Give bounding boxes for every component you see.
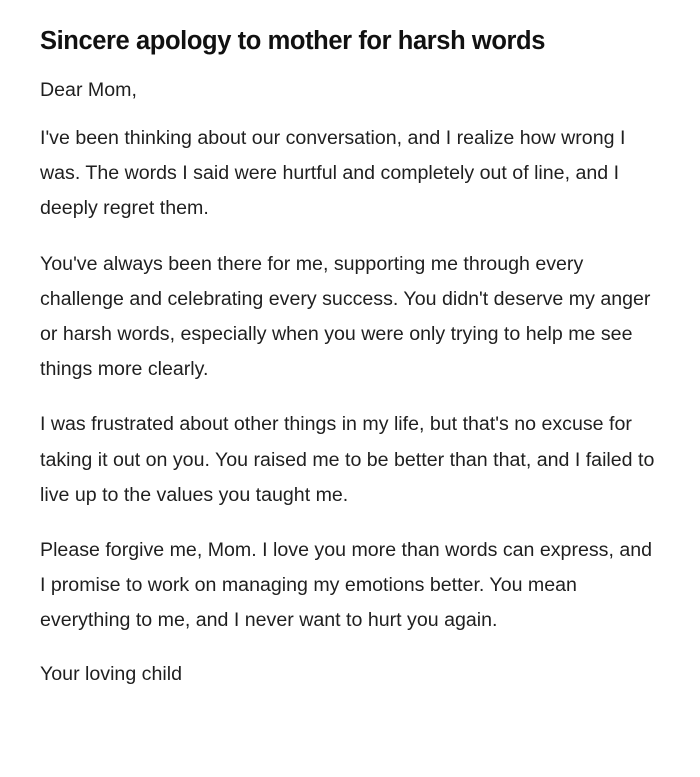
letter-greeting: Dear Mom, [40,79,137,101]
letter-title: Sincere apology to mother for harsh words [40,27,546,55]
letter-paragraph: I've been thinking about our conversation, and I realize how wrong I was. The words I said were hurtful and completely out of line, and I deeply regret them. [40,127,626,220]
letter-paragraph: Please forgive me, Mom. I love you more than words can express, and I promise to work on managing my emotions better. You mean everything to me, and I never want to hurt you again. [40,539,653,632]
letter-paragraph: You've always been there for me, supporting me through every challenge and celebrating every success. You didn't deserve my anger or harsh words, especially when you were only trying to help me see things more clearly. [40,252,651,381]
letter-signoff: Your loving child [40,662,182,685]
letter-paragraph: I was frustrated about other things in my life, but that's no excuse for taking it out on you. You raised me to be better than that, and I failed to live up to the values you taught me. [40,413,655,506]
